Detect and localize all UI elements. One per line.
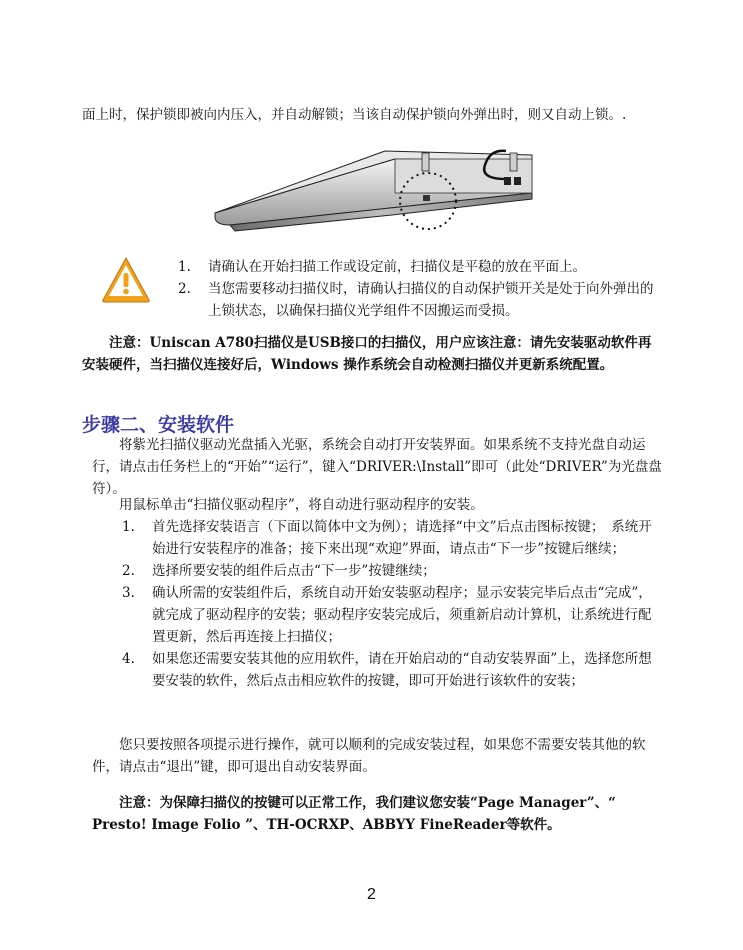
list-item [178, 256, 666, 278]
list-item [178, 278, 666, 322]
list-item-number: 3. [122, 585, 135, 601]
section-paragraph-1: 将紫光扫描仪驱动光盘插入光驱，系统会自动打开安装界面。如果系统不支持光盘自动运行，请点击任务栏上的“开始”“运行”，键入“DRIVER:\Install”即可（此处“DRIVER”为光盘盘符）。 [92, 437, 662, 497]
note-usb: 注意：Uniscan A780扫描仪是USB接口的扫描仪，用户应该注意：请先安装驱动软件再安装硬件，当扫描仪连接好后，Windows 操作系统会自动检测扫描仪并更新系统配置。 [82, 335, 652, 373]
list-item-number: 2. [122, 563, 135, 579]
list-item-text: 当您需要移动扫描仪时，请确认扫描仪的自动保护锁开关是处于向外弹出的上锁状态，以确保扫描仪光学组件不因搬运而受损。 [208, 281, 654, 319]
closing-paragraph: 您只要按照各项提示进行操作，就可以顺利的完成安装过程，如果您不需要安装其他的软件，请点击“退出”键，即可退出自动安装界面。 [92, 737, 646, 775]
list-item-number: 1. [122, 519, 135, 535]
note-software: 注意：为保障扫描仪的按键可以正常工作，我们建议您安装“Page Manager”、“ Presto! Image Folio ”、TH-OCRXP、ABBYY FineReader等软件。 [92, 795, 616, 833]
list-item-number: 1. [178, 259, 191, 275]
list-item-text: 请确认在开始扫描工作或设定前，扫描仪是平稳的放在平面上。 [208, 259, 586, 275]
list-item [122, 582, 664, 648]
list-item-text: 如果您还需要安装其他的应用软件，请在开始启动的“自动安装界面”上，选择您所想要安装的软件，然后点击相应软件的按键，即可开始进行该软件的安装； [152, 651, 652, 689]
list-item [122, 516, 664, 560]
warning-list [178, 256, 666, 322]
section-paragraph-2: 用鼠标单击“扫描仪驱动程序”，将自动进行驱动程序的安装。 [119, 497, 484, 513]
scanner-illustration [210, 143, 540, 238]
list-item-text: 选择所要安装的组件后点击“下一步”按键继续； [152, 563, 436, 579]
section-title: 步骤二、安装软件 [82, 414, 235, 436]
list-item [122, 560, 664, 582]
warning-triangle-icon [100, 255, 152, 305]
list-item-text: 确认所需的安装组件后，系统自动开始安装驱动程序；显示安装完毕后点击“完成”，就完成了驱动程序的安装；驱动程序安装完成后，须重新启动计算机，让系统进行配置更新，然后再连接上扫描仪； [152, 585, 652, 645]
intro-paragraph: 面上时，保护锁即被向内压入，并自动解锁；当该自动保护锁向外弹出时，则又自动上锁。. [82, 107, 627, 123]
list-item-number: 4. [122, 651, 135, 667]
scanner-icon [215, 151, 532, 231]
list-item [122, 648, 664, 692]
page-number: 2 [367, 886, 376, 903]
list-item-number: 2. [178, 281, 191, 297]
install-steps [122, 516, 664, 692]
list-item-text: 首先选择安装语言（下面以简体中文为例）；请选择“中文”后点击图标按键； 系统开始进行安装程序的准备；接下来出现“欢迎”界面，请点击“下一步”按键后继续； [152, 519, 652, 557]
